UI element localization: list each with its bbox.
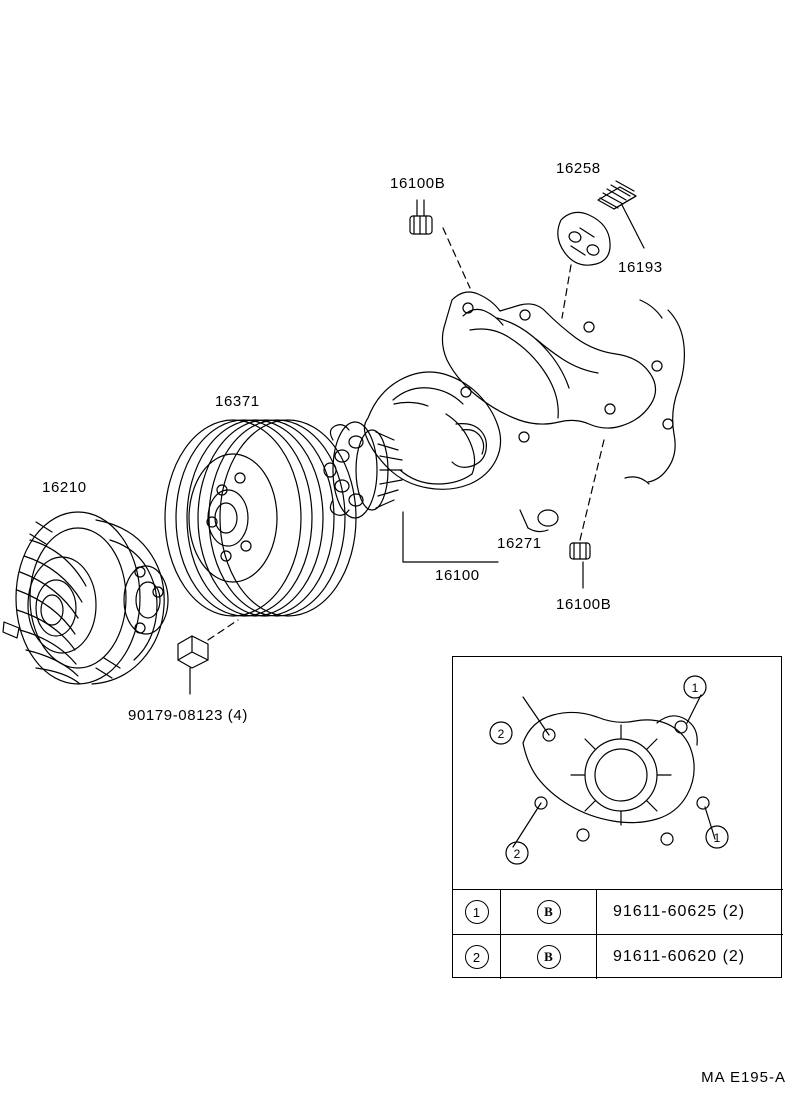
svg-text:1: 1: [691, 681, 699, 695]
svg-text:1: 1: [713, 831, 721, 845]
part-16100b-bottom: [570, 543, 590, 559]
part-16258: [558, 212, 610, 265]
callout-16100b-top: 16100B: [390, 175, 446, 192]
part-16100b-top: [410, 200, 432, 234]
legend-row-2-number-cell: [453, 935, 501, 979]
legend-pump-figure: [453, 657, 783, 889]
sheet-code: MA E195-A: [701, 1069, 786, 1086]
callout-16210: 16210: [42, 479, 87, 496]
legend-table: [453, 889, 783, 979]
legend-row-1-number-cell: [453, 890, 501, 934]
engine-block-outline: [625, 300, 684, 484]
part-16371-pulley: [165, 420, 356, 616]
legend-row-2-number: 2: [465, 945, 489, 969]
callout-16371: 16371: [215, 393, 260, 410]
callout-16193: 16193: [618, 259, 663, 276]
legend-row-2-symbol-cell: [501, 935, 597, 979]
part-16193: [598, 181, 636, 209]
svg-text:2: 2: [513, 847, 521, 861]
bolt-symbol-icon: B: [537, 900, 561, 924]
bolt-symbol-icon: B: [537, 945, 561, 969]
legend-row-2: [453, 934, 783, 979]
callout-16100b-bottom: 16100B: [556, 596, 612, 613]
callout-16100: 16100: [435, 567, 480, 584]
legend-row-2-part: 91611-60620 (2): [613, 948, 746, 965]
callout-16271: 16271: [497, 535, 542, 552]
part-16271-gasket: [442, 292, 673, 442]
part-16210-fluid-coupling: [3, 512, 168, 684]
callout-16258: 16258: [556, 160, 601, 177]
legend-row-1-number: 1: [465, 900, 489, 924]
callout-90179-08123: 90179-08123 (4): [128, 707, 248, 724]
legend-box: [452, 656, 782, 978]
legend-row-1-part: 91611-60625 (2): [613, 903, 746, 920]
svg-text:2: 2: [497, 727, 505, 741]
part-90179-08123-nut: [178, 636, 208, 668]
legend-row-1: [453, 889, 783, 934]
legend-row-1-symbol-cell: [501, 890, 597, 934]
